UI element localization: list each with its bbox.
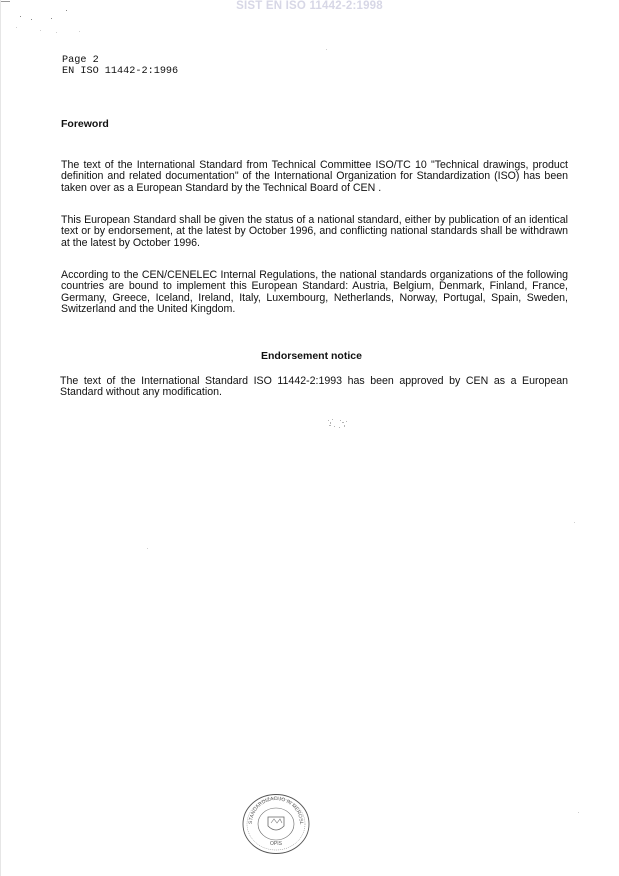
scan-speck — [66, 10, 67, 11]
scan-speck — [16, 27, 17, 28]
endorsement-text: The text of the International Standard ISO 11442-2:1993 has been approved by CEN as a European Standard without any modification. — [60, 375, 568, 399]
document-number: EN ISO 11442-2:1996 — [62, 66, 179, 77]
page-edge — [0, 0, 1, 876]
watermark: SIST EN ISO 11442-2:1998 — [236, 0, 383, 12]
foreword-heading: Foreword — [61, 118, 109, 130]
scan-speck — [326, 49, 327, 50]
scan-speck — [79, 31, 80, 32]
foreword-paragraph-2: This European Standard shall be given the status of a national standard, either by publication of an identical text or by endorsement, at the latest by October 1996, and conflicting national standards shall be withdrawn at the latest by October 1996. — [61, 214, 568, 249]
foreword-paragraph-1: The text of the International Standard from Technical Committee ISO/TC 10 "Technical drawings, product definition and related documentation" of the International Organization for Standardization (ISO) has been taken over as a European Standard by the Technical Board of CEN . — [61, 159, 568, 194]
stamp-seal — [241, 793, 311, 855]
seal-bottom-text: OPIS — [270, 841, 282, 847]
foreword-paragraph-3: According to the CEN/CENELEC Internal Regulations, the national standards organizations of the following countries are bound to implement this European Standard: Austria, Belgium, Denmark, Finland, France, Germany, Greece, Iceland, Ireland, Italy, Luxembourg, Netherlands, Norway, Portugal, Spain, Sweden, Switzerland and the United Kingdom. — [61, 269, 568, 316]
scan-speck — [56, 32, 57, 33]
scan-speck — [574, 522, 575, 523]
scan-speck — [20, 16, 21, 17]
seal-ring-text: STANDARDIZACIJO IN MEROSL — [247, 795, 305, 825]
scan-speck — [51, 18, 52, 19]
edge-mark — [0, 1, 10, 2]
scan-speck — [40, 30, 41, 31]
scan-smudge — [325, 417, 353, 431]
scan-speck — [578, 812, 579, 813]
svg-text:STANDARDIZACIJO IN MEROSLOVJE — [241, 793, 304, 825]
endorsement-heading: Endorsement notice — [261, 350, 362, 362]
scan-speck — [147, 548, 148, 549]
page-number: Page 2 — [62, 55, 99, 66]
scan-speck — [31, 19, 32, 20]
